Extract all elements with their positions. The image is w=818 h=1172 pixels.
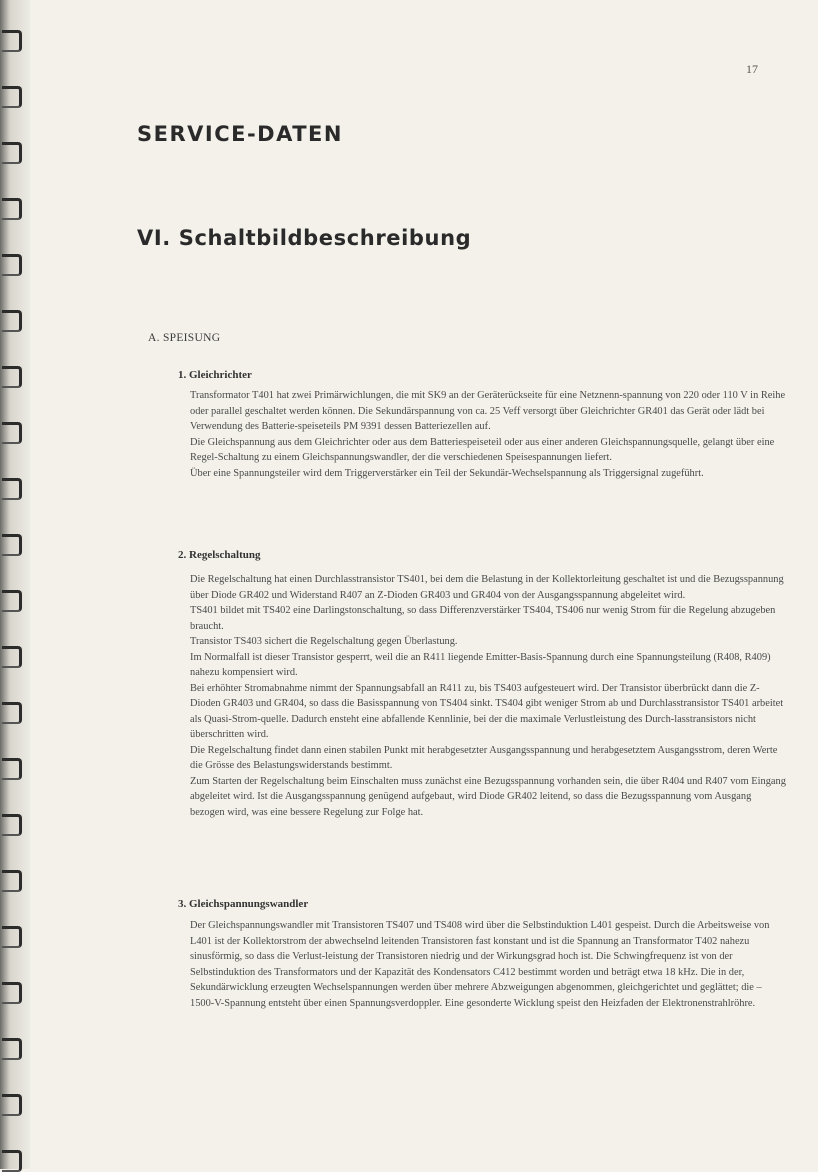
paragraph: Über eine Spannungsteiler wird dem Triggerverstärker ein Teil der Sekundär-Wechselspannung als Triggersignal zugeführt. (190, 467, 704, 479)
binding-ring (2, 310, 22, 332)
spiral-binding (0, 0, 30, 1169)
binding-ring (2, 198, 22, 220)
subsection-body-gleichspannungswandler (190, 918, 786, 1011)
binding-ring (2, 30, 22, 52)
paragraph: Die Gleichspannung aus dem Gleichrichter oder aus dem Batteriespeiseteil oder aus einer anderen Gleichspannungsquelle, gelangt über eine Regel-Schaltung zu einem Gleichspannungswandler, der die verschiedenen Speisespannungen liefert. (190, 436, 775, 463)
binding-ring (2, 478, 22, 500)
paragraph: Im Normalfall ist dieser Transistor gesperrt, weil die an R411 liegende Emitter-Basis-Spannung durch eine Spannungsteilung (R408, R409) nahezu kompensiert wird. (190, 651, 771, 678)
binding-ring (2, 366, 22, 388)
subsection-title-gleichspannungswandler: 3. Gleichspannungswandler (178, 898, 309, 910)
binding-ring (2, 1094, 22, 1116)
binding-ring (2, 86, 22, 108)
paragraph: Der Gleichspannungswandler mit Transistoren TS407 und TS408 wird über die Selbstinduktion L401 gespeist. Durch die Arbeitsweise von L401 ist der Kollektorstrom der abwechselnd leitenden Transistoren fast konstant und ist die Spannung an Transformator T402 nahezu sinusförmig, so dass die Verlust-leistung der Transistoren niedrig und der Wirkungsgrad hoch ist. Die Schwingfrequenz ist von der Selbstinduktion des Transformators und der Kapazität des Kondensators C412 bestimmt worden und beträgt etwa 18 kHz. Die in der, Sekundärwicklung erzeugten Wechselspannungen werden über mehrere Abzweigungen abgenommen, gleichgerichtet und geglättet; die – 1500-V-Spannung entsteht über einen Spannungsverdoppler. Eine gesonderte Wicklung speist den Heizfaden der Elektronenstrahlröhre. (190, 920, 770, 1009)
chapter-title: VI. Schaltbildbeschreibung (137, 226, 472, 250)
binding-ring (2, 982, 22, 1004)
part-title: A. SPEISUNG (148, 332, 221, 344)
binding-ring (2, 590, 22, 612)
page-number: 17 (746, 62, 758, 76)
section-header: SERVICE-DATEN (137, 122, 343, 146)
paragraph: Transformator T401 hat zwei Primärwichlungen, die mit SK9 an der Geräterückseite für eine Netznenn-spannung von 220 oder 110 V in Reihe oder parallel geschaltet werden können. Die Sekundärspannung von ca. 25 Veff versorgt über Gleichrichter GR401 das Gerät oder lädt bei Verwendung des Batterie-speiseteils PM 9391 dessen Batteriezellen auf. (190, 390, 786, 432)
binding-ring (2, 758, 22, 780)
paragraph: Die Regelschaltung findet dann einen stabilen Punkt mit herabgesetzter Ausgangsspannung und herabgesetztem Ausgangsstrom, deren Werte die Grösse des Belastungswiderstands bestimmt. (190, 744, 778, 771)
binding-ring (2, 422, 22, 444)
binding-ring (2, 254, 22, 276)
paragraph: Zum Starten der Regelschaltung beim Einschalten muss zunächst eine Bezugsspannung vorhanden sein, die über R404 und R407 vom Eingang abgeleitet wird. Ist die Ausgangsspannung genügend aufgebaut, wird Diode GR402 leitend, so dass die Bezugsspannung vom Ausgang bezogen wird, was eine bessere Regelung zur Folge hat. (190, 775, 786, 818)
binding-ring (2, 814, 22, 836)
paragraph: TS401 bildet mit TS402 eine Darlingstonschaltung, so dass Differenzverstärker TS404, TS406 nur wenig Strom für die Regelung abzugeben braucht. (190, 605, 776, 632)
binding-ring (2, 926, 22, 948)
subsection-body-gleichrichter (190, 388, 786, 481)
subsection-title-gleichrichter: 1. Gleichrichter (178, 369, 252, 381)
subsection-body-regelschaltung (190, 572, 786, 820)
binding-ring (2, 1038, 22, 1060)
binding-ring (2, 646, 22, 668)
paragraph: Die Regelschaltung hat einen Durchlasstransistor TS401, bei dem die Belastung in der Kollektorleitung geschaltet ist und die Bezugsspannung über Diode GR402 und Widerstand R407 an Z-Dioden GR403 und GR404 von der Ausgangsspannung abgeleitet wird. (190, 574, 784, 601)
binding-ring (2, 534, 22, 556)
binding-ring (2, 702, 22, 724)
subsection-title-regelschaltung: 2. Regelschaltung (178, 549, 261, 561)
binding-ring (2, 142, 22, 164)
binding-ring (2, 870, 22, 892)
paragraph: Bei erhöhter Stromabnahme nimmt der Spannungsabfall an R411 zu, bis TS403 aufgesteuert wird. Der Transistor überbrückt dann die Z-Dioden GR403 und GR404, so dass die Basisspannung von TS404 sinkt. TS404 gibt weniger Strom ab und Durchlasstransistor TS401 arbeitet als Quasi-Strom-quelle. Dadurch ensteht eine abfallende Kennlinie, bei der die maximale Verlustleistung des Durch-lasstransistors nicht überschritten wird. (190, 682, 784, 740)
paragraph: Transistor TS403 sichert die Regelschaltung gegen Überlastung. (190, 636, 458, 647)
